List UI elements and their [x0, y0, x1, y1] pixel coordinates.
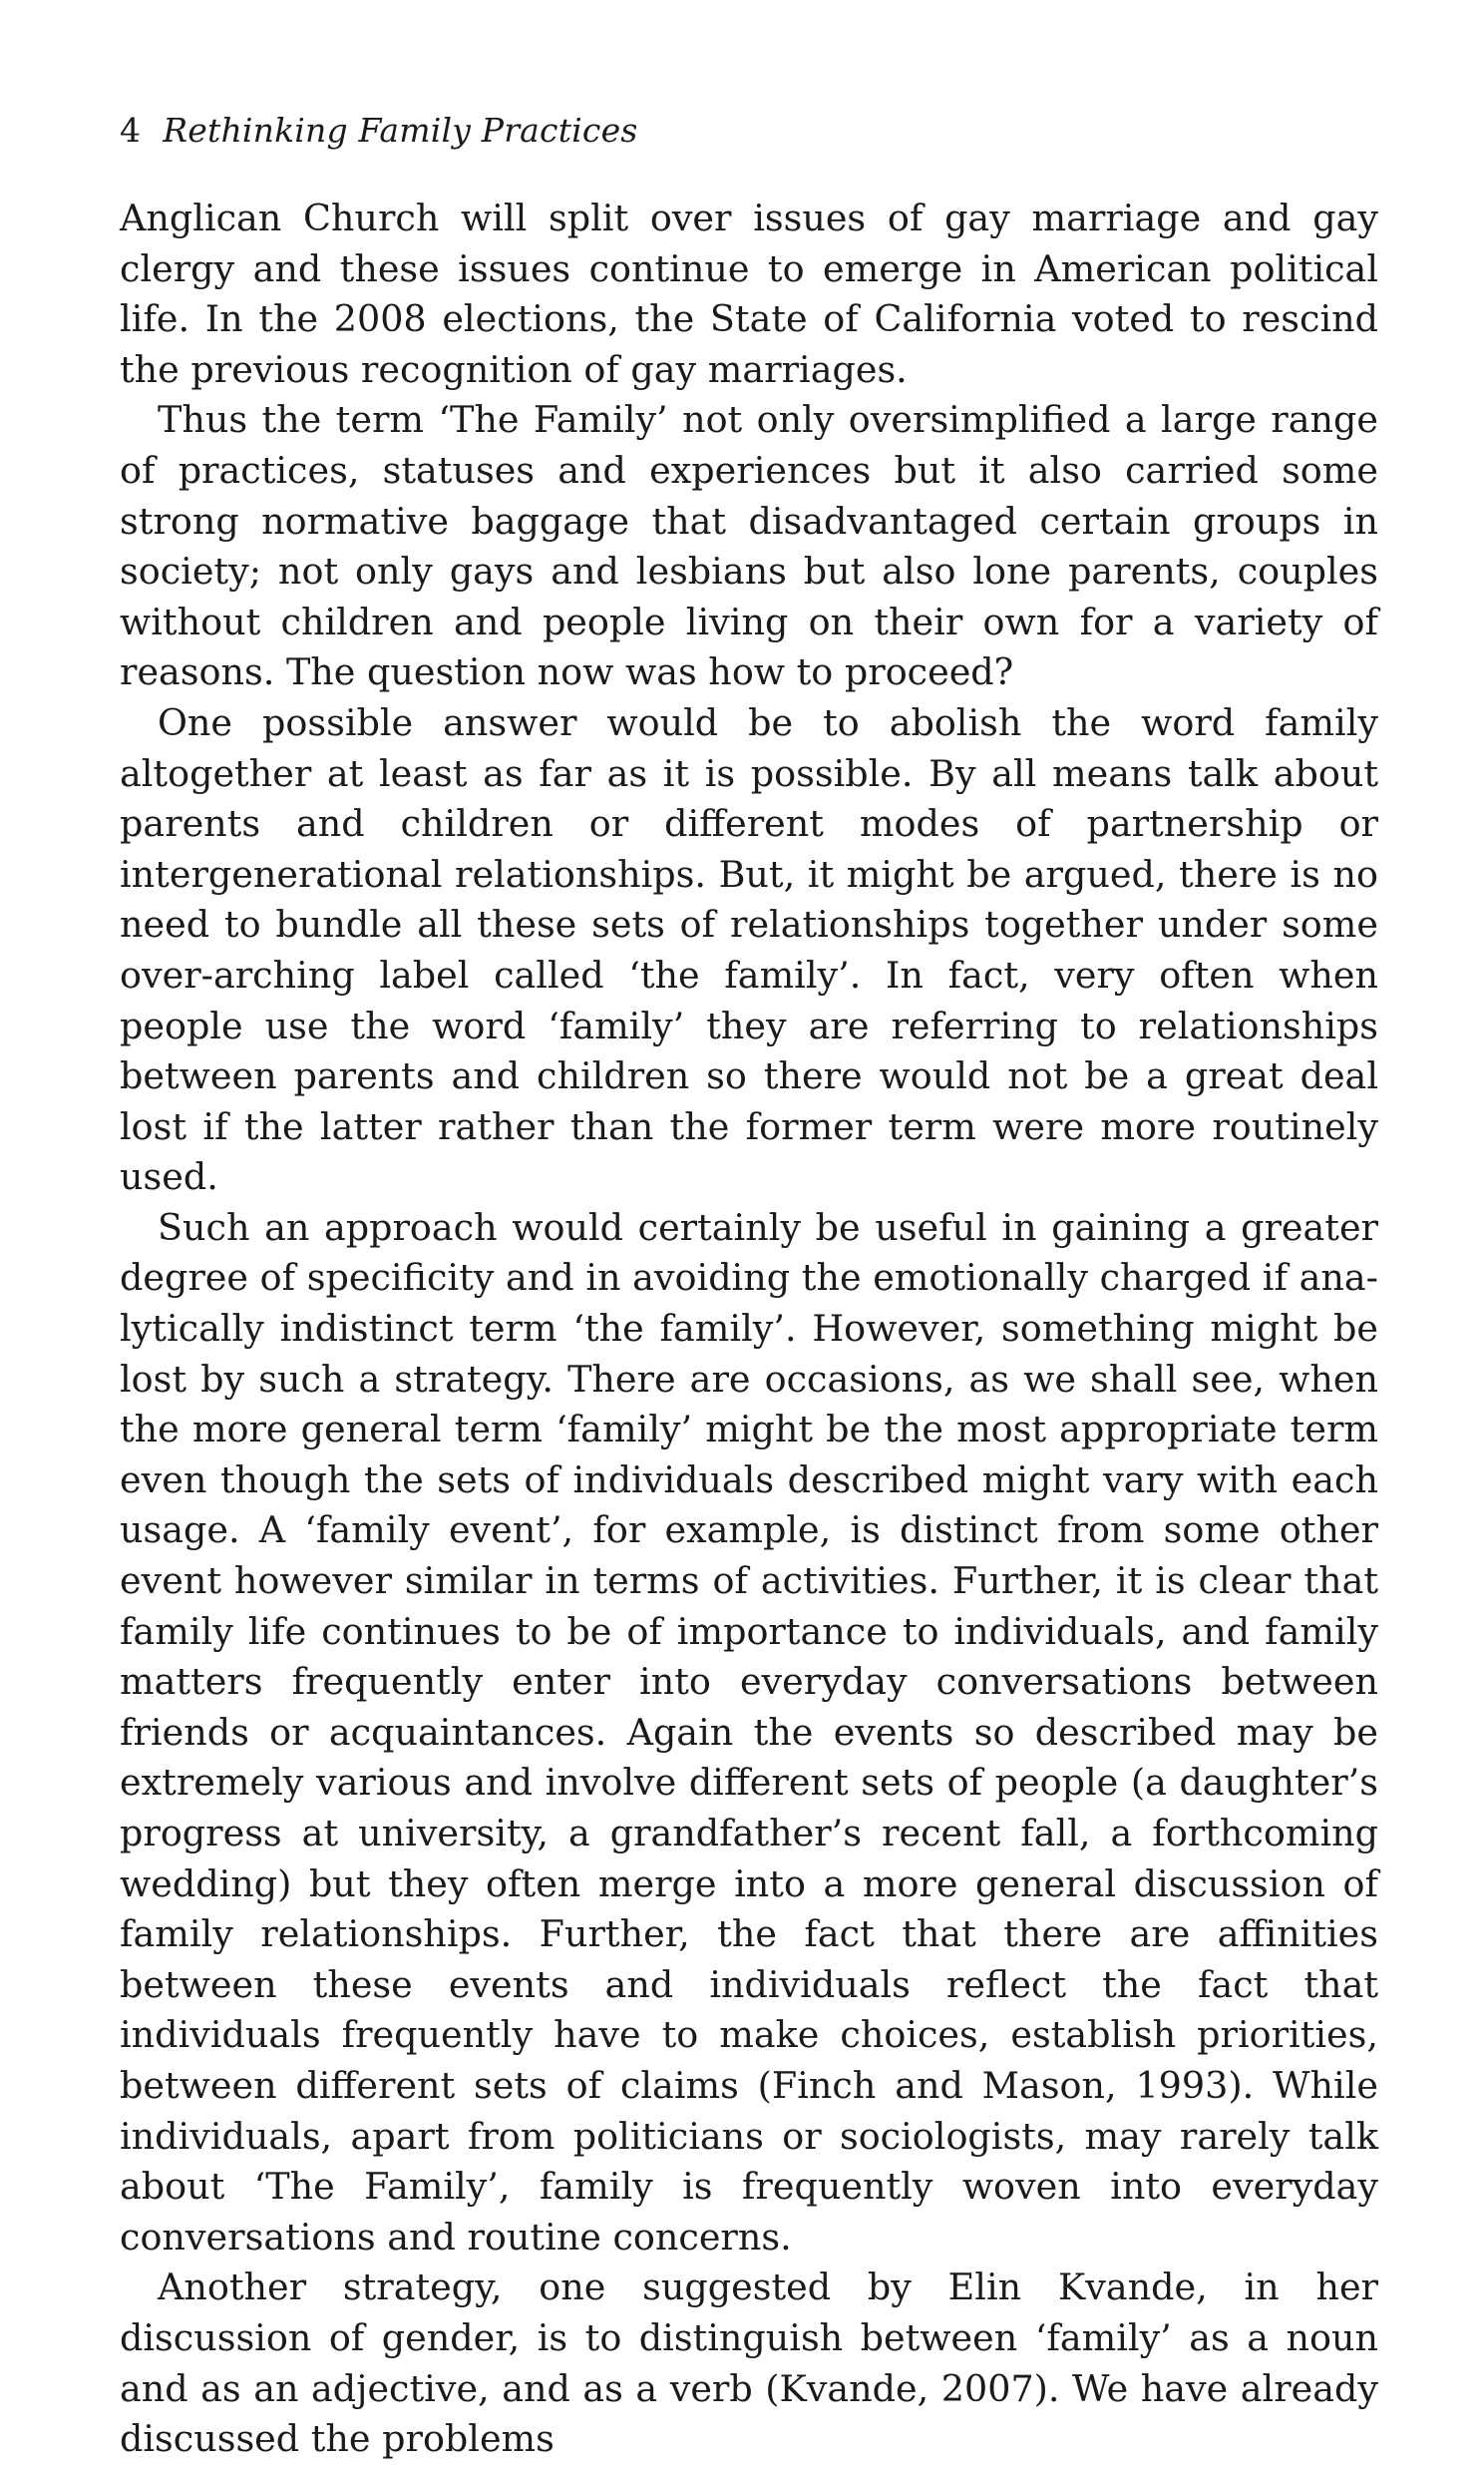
- running-head: [120, 110, 1378, 152]
- page-number: 4: [120, 111, 142, 150]
- paragraph: Thus the term ‘The Family’ not only oversimplified a large range of practices, statuses and experiences but it also carried some strong normative baggage that disadvantaged certain groups in society; not only gays and lesbians but also lone parents, couples without children and people living on their own for a variety of reasons. The question now was how to proceed?: [120, 398, 1378, 694]
- book-title: Rethinking Family Practices: [163, 111, 638, 150]
- paragraph: Such an approach would certainly be useful in gaining a greater degree of specificity and in avoiding the emotionally charged if analytically indistinct term ‘the family’. However, something might be lost by such a strategy. There are occasions, as we shall see, when the more general term ‘family’ might be the most appropriate term even though the sets of individuals described might vary with each usage. A ‘family event’, for example, is distinct from some other event however similar in terms of activities. Further, it is clear that family life continues to be of importance to individuals, and family matters frequently enter into everyday conversations between friends or acquaintances. Again the events so described may be extremely various and involve different sets of people (a daughter’s progress at university, a grandfather’s recent fall, a forthcoming wedding) but they often merge into a more general discussion of family relationships. Further, the fact that there are affinities between these events and individuals reflect the fact that individuals frequently have to make choices, establish priorities, between different sets of claims (Finch and Mason, 1993). While individuals, apart from politicians or sociologists, may rarely talk about ‘The Family’, family is frequently woven into everyday conversations and routine concerns.: [120, 1205, 1378, 2259]
- paragraph: Anglican Church will split over issues of gay marriage and gay clergy and these issues continue to emerge in American political life. In the 2008 elections, the State of California voted to rescind the previous recognition of gay marriages.: [120, 197, 1378, 391]
- paragraph: Another strategy, one suggested by Elin Kvande, in her discussion of gender, is to distinguish between ‘family’ as a noun and as an adjective, and as a verb (Kvande, 2007). We have already discussed the problems: [120, 2265, 1378, 2461]
- paragraph: One possible answer would be to abolish the word family altogether at least as far as it is possible. By all means talk about parents and children or different modes of partnership or intergenerational relationships. But, it might be argued, there is no need to bundle all these sets of relationships together under some over-arching label called ‘the family’. In fact, very often when people use the word ‘family’ they are referring to relationships between parents and children so there would not be a great deal lost if the latter rather than the former term were more routinely used.: [120, 700, 1378, 1199]
- book-page: [120, 110, 1378, 2465]
- body-text: [120, 194, 1378, 2465]
